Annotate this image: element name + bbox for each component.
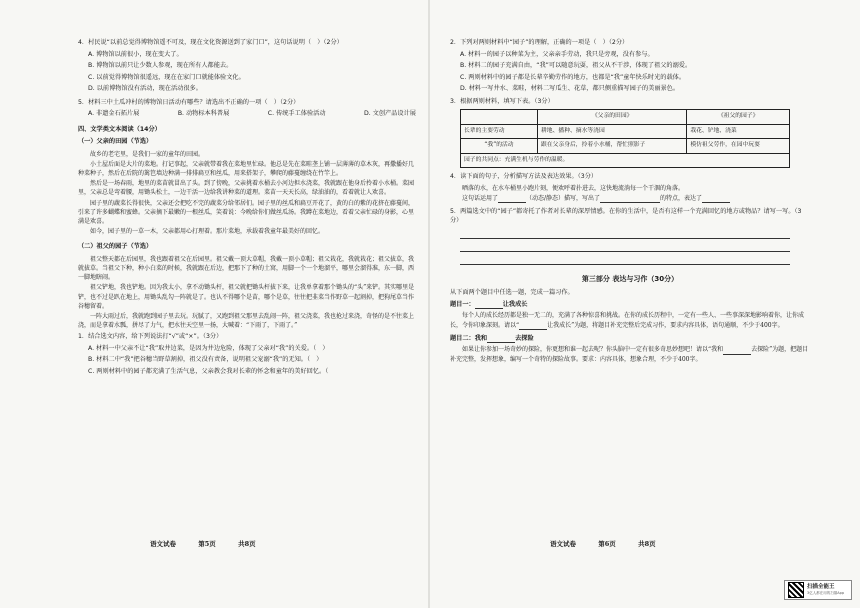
footer-page: 第6页: [598, 540, 616, 548]
passage-1-para: 然后是一场春雨，地里的菜苗就冒出了头。到了傍晚，父亲挑着水桶去小河边担水浇菜，我就跟在他身后拎着小水桶。菜园里，父亲总是弯着腰，用锄头松土，一边干活一边给我讲种菜的道理。菜苗一天天长高，绿油油的，看着就让人欢喜。: [78, 180, 415, 197]
table-header-col1: 《父亲的田园》: [538, 110, 687, 125]
topic-1-text-a: 每个人的成长经历都是独一无二的，充满了各种惊喜和挑战。在你的成长历程中，一定有一些人、一些事深深地影响着你，让你成长，令你印象深刻。请以“: [450, 312, 805, 329]
footer-subject: 语文试卷: [550, 540, 576, 548]
footer-total: 共8页: [238, 540, 256, 548]
question-5-options: [78, 109, 416, 119]
qr-code-icon: [788, 582, 804, 598]
page-5-content: [78, 38, 416, 378]
question-4-stem: 4．村民说“以前总觉得博物馆遥不可及，现在文化资源送到了家门口”，这句话说明（ ）（2分）: [78, 39, 343, 46]
question-5-stem: 5．材料三中土瓜冲村的博物馆日活动有哪些？请选出不正确的一项（ ）（2分）: [78, 98, 300, 106]
question-4-option-b: B. 博物馆以前只让少数人参观，现在所有人都能去。: [88, 62, 233, 69]
passage-2-para: 祖父铲地，我也铲地。因为我太小，拿不动锄头杆，祖父就把锄头杆拔下来，让我单拿着那个锄头的“头”来铲。其实哪里是铲，也不过是趴在地上，用锄头乱勾一阵就是了。也认不得哪个是苗，哪个是草，往往把韭菜当作野草一起割掉，把狗尾草当作谷穗留着。: [78, 284, 415, 310]
question-2-option-d: D. 材料一写井水、菜畦，材料二写瓜生、花草，都只侧重描写园子的美丽景色。: [460, 85, 680, 92]
watermark-subtitle: 3亿人都在用的扫描App: [807, 591, 845, 595]
question-4-stem: 4．读下面的句子，分析描写方法及表达效果。（3分）: [450, 173, 598, 180]
topic-2-name: 去探险: [515, 334, 534, 342]
topic-2-label: 题目二：我和: [450, 334, 488, 342]
table-row-label: 长辈的主要劳动: [461, 124, 538, 139]
passage-1-para: 小土屋后面是大片的菜地。打记事起，父亲就带着我在菜地里忙碌。他总是先在菜畦垄上铺一层薄薄的草木灰，再撒播好几种菜种子，然后在后院的篱笆墙边种满一排排扁豆和丝瓜，用来搭架子，攀爬的藤蔓缠绕在竹竿上。: [78, 160, 415, 177]
question-1-item-b: B. 材料二中“我”把谷穗当野草割掉，祖父没有责备，说明祖父宠溺“我”的无知。（ ）: [88, 356, 323, 364]
answer-blank[interactable]: [475, 301, 503, 309]
topic-2-text-b: 去探险”为题，把题目补充完整，发挥想象，编写一个奇特的探险故事。要求：内容具体，想象合理，不少于400字。: [450, 346, 809, 363]
table-cell: 模仿祖父劳作，在园中玩耍: [687, 139, 790, 154]
question-5-option-b: B. 动物标本科普展: [177, 110, 230, 117]
answer-blank[interactable]: [519, 322, 547, 330]
question-4-fill: [450, 194, 810, 203]
question-5-option-d: D. 文创产品设计展: [363, 110, 416, 117]
comparison-table: [460, 109, 790, 168]
answer-blank[interactable]: [487, 335, 515, 343]
part-3-title: 第三部分 表达与习作（30分）: [581, 274, 679, 283]
question-4-text: 晒落的水，在水车桶里小跑片刻，便欢呼着扑进去，这快地流淌每一个干涸的角落。: [462, 184, 685, 192]
table-cell: 耕地、播种、摘水等浇园: [538, 124, 687, 139]
table-cell: 跟在父亲身后，拎着小水桶，帮忙照影子: [538, 139, 687, 154]
question-1-stem: 1．结合选文内容，给下列说法打“√”或“×”。（3分）: [78, 333, 223, 341]
footer-subject: 语文试卷: [150, 540, 176, 548]
watermark-title: 扫描全能王: [807, 584, 835, 590]
answer-line[interactable]: [460, 254, 790, 265]
question-2-option-a: A. 材料一的园子以种菜为主，父亲亲手劳动，我只是旁观，没有参与。: [460, 50, 654, 58]
question-5-stem: 5．两篇选文中的“园子”都寄托了作者对长辈的深厚情感。在你的生活中，是否有这样一个充满回忆的地方或物品？请写一写。（3分）: [450, 207, 802, 225]
table-row-label: “我”的活动: [461, 139, 538, 154]
fill-part-3: 的特点，表达了: [660, 194, 703, 202]
answer-blank[interactable]: [702, 195, 730, 203]
topic-1-label: 题目一：: [450, 300, 475, 308]
passage-2-title: （二）祖父的园子（节选）: [78, 243, 153, 251]
question-5-option-c: C. 传统手工体验活动: [267, 110, 326, 117]
question-4-option-c: C. 以前觉得博物馆很遥远，现在在家门口就能体验文化。: [88, 73, 245, 81]
topic-1-title: [450, 300, 810, 310]
question-3-stem: 3．根据两则材料，填写下表。（3分）: [450, 97, 554, 105]
table-header-col2: 《祖父的园子》: [687, 110, 790, 125]
topic-1-text-b: 让我成长”为题，将题目补充完整后完成习作，要求内容具体，语句通顺，不少于400字。: [547, 321, 784, 329]
topic-2-text-a: 如果让你参加一场奇妙的探险，你更想和谁一起去呢？你头脑中一定有很多奇思妙想吧！请以“我和: [462, 346, 724, 354]
passage-1-para: 如今，园子里的一草一木，父亲都用心打理着。那片菜地，承载着我童年最美好的回忆。: [90, 228, 325, 236]
answer-line[interactable]: [460, 228, 790, 239]
footer-total: 共8页: [638, 540, 656, 548]
passage-1-title: （一）父亲的田园（节选）: [78, 138, 153, 145]
passage-1-para: 故乡的老宅里，是我们一家的童年的田园。: [90, 150, 205, 158]
passage-2-para: 一阵大雨过后，我就跑到园子里去玩。玩腻了，又跑到祖父那里去乱闹一阵，祖父浇菜，我也抢过来浇，奇怪的是不往菜上浇，而是拿着水瓢，拼尽了力气，把水往天空里一扬，大喊着：“下雨了，下雨了。”: [78, 313, 415, 330]
question-5-option-a: A. 非遗金石拓片展: [88, 110, 140, 117]
topic-1-name: 让我成长: [502, 300, 528, 308]
question-4-option-d: D. 以前博物馆没有活动，现在活动很多。: [88, 85, 202, 92]
question-2-option-b: B. 材料二的园子充满自由，“我”可以随意玩耍，祖父从不干涉，体现了祖父的溺爱。: [460, 62, 692, 69]
passage-1-para: 园子里的蔬菜长得很快，父亲还会把吃不完的蔬菜分给邻居们。园子里的丝瓜和扁豆开花了，黄的白的紫的花挤在藤蔓间，引来了许多蝴蝶和蜜蜂。父亲摘下最嫩的一根丝瓜，笑着说：今晚给你们做丝瓜汤。我蹲在菜地边，看着父亲忙碌的身影，心里满是欢喜。: [78, 199, 415, 225]
question-1-item-a: A. 材料一中父亲不让“我”取井边菜，是因为井边危险，体现了父亲对“我”的关爱。（ ）: [88, 344, 329, 352]
fill-part-1: 这句话运用了: [462, 194, 499, 202]
passage-2-para: 祖父整天都在后园里，我也跟着祖父在后园里。祖父戴一顶大草帽，我戴一顶小草帽；祖父栽花，我就栽花；祖父拔草，我就拔草。当祖父下种，种小白菜的时候，我就跟在后边，把那下了种的土窝，用脚一个一个地溜平，哪里会溜得准，东一脚，西一脚地瞎闹。: [78, 255, 415, 282]
answer-blank[interactable]: [723, 347, 751, 355]
fill-part-2: （动态/静态）描写，写出了: [526, 194, 601, 202]
topic-2-title: [450, 334, 810, 344]
section-4-title: 四、文学类文本阅读（14分）: [78, 125, 161, 133]
question-2-stem: 2．下列对两则材料中“园子”的理解，正确的一项是（ ）（2分）: [450, 39, 629, 46]
answer-line[interactable]: [460, 241, 790, 252]
answer-blank[interactable]: [600, 195, 660, 203]
watermark-text: [807, 584, 844, 596]
answer-blank[interactable]: [498, 195, 526, 203]
topic-2-text: [450, 345, 810, 363]
table-common-row: 园子的共同点：充满生机与劳作的温暖。: [461, 153, 790, 168]
writing-intro: 从下面两个题目中任选一题，完成一篇习作。: [450, 289, 574, 297]
question-2-option-c: C. 两则材料中的园子都是长辈辛勤劳作的地方，也都是“我”童年快乐时光的载体。: [460, 73, 686, 81]
topic-1-text: [450, 311, 810, 329]
footer-page: 第5页: [198, 540, 216, 548]
page-6-footer: [550, 539, 676, 548]
question-4-option-a: A. 博物馆以前很小，现在变大了。: [88, 50, 183, 58]
scanner-watermark: [784, 580, 852, 600]
question-1-item-c: C. 两则材料中的园子都充满了生活气息，父亲教会我对长辈的怀念和童年的美好回忆。（: [88, 367, 329, 375]
page-6-content: [450, 38, 810, 365]
page-6: [430, 0, 860, 608]
page-5-footer: [150, 539, 276, 548]
table-cell: 栽花、铲地、浇菜: [687, 124, 790, 139]
